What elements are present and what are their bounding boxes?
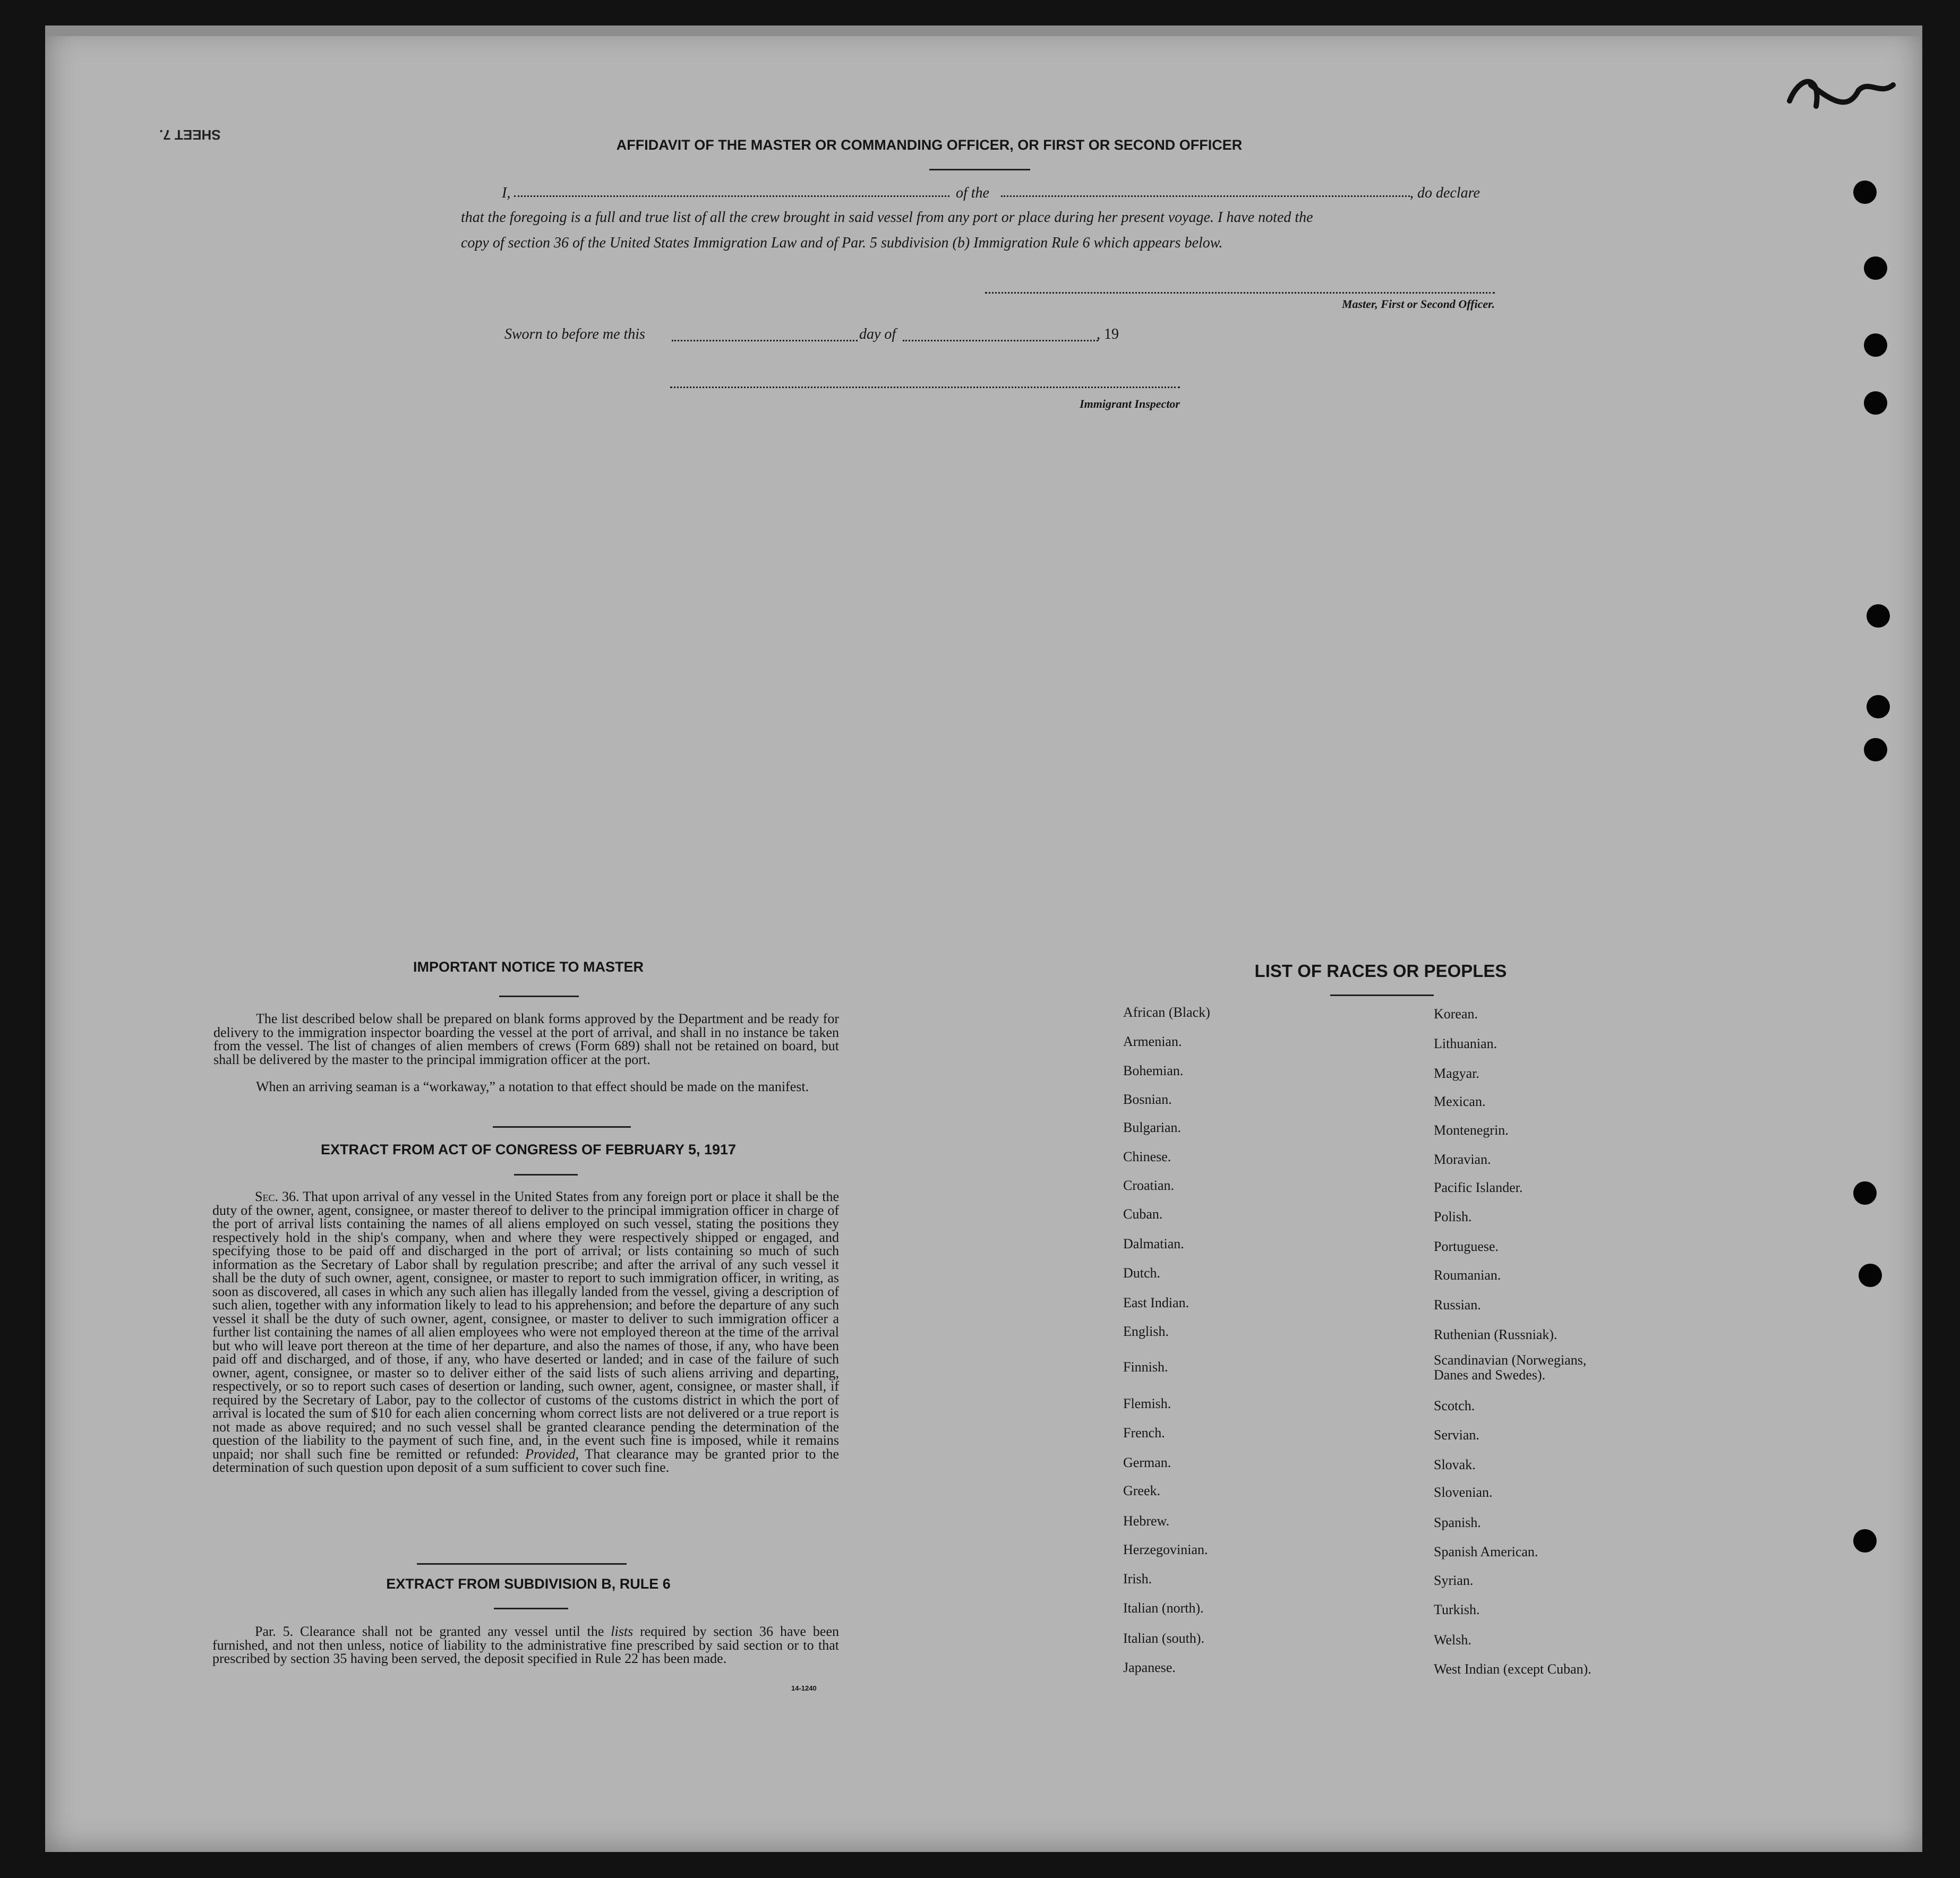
- signature-label: Master, First or Second Officer.: [1341, 297, 1495, 311]
- race-right-item: Mexican.: [1434, 1094, 1486, 1109]
- race-left-item: Croatian.: [1123, 1178, 1175, 1193]
- sworn-year: , 19: [1097, 326, 1119, 342]
- signature-line[interactable]: [985, 292, 1495, 294]
- notice-divider: [499, 996, 579, 997]
- par5-start: Par. 5. Clearance shall not be granted any vessel until the: [255, 1624, 604, 1639]
- par5-end: required by section 36 have been furnished, and not then unless, notice of liability to the administrative fine prescribed by said section or to that prescribed by section 35 having been served, the deposit specified in Rule 22 has been made.: [212, 1624, 839, 1666]
- race-right-item: Servian.: [1434, 1427, 1479, 1443]
- race-left-item: Bosnian.: [1123, 1092, 1172, 1107]
- notice-paragraph-2: When an arriving seaman is a “workaway,” a notation to that effect should be made on the manifest.: [256, 1079, 809, 1094]
- section-36-label: Sec. 36.: [255, 1189, 299, 1204]
- race-right-item: Korean.: [1434, 1006, 1478, 1022]
- race-right-item: Polish.: [1434, 1209, 1472, 1224]
- race-left-item: Italian (north).: [1123, 1600, 1204, 1616]
- affidavit-of-the: of the: [956, 185, 989, 201]
- race-right-item: Slovenian.: [1434, 1485, 1493, 1500]
- race-left-item: Bohemian.: [1123, 1063, 1184, 1078]
- binder-hole: [1864, 391, 1887, 415]
- race-right-item: Scandinavian (Norwegians, Danes and Swedes).: [1434, 1352, 1587, 1383]
- sworn-day-of: day of: [859, 326, 896, 342]
- rule-extract-divider: [494, 1608, 568, 1609]
- races-divider: [1330, 994, 1434, 996]
- race-left-item: German.: [1123, 1455, 1171, 1470]
- race-right-item: Magyar.: [1434, 1066, 1479, 1081]
- binder-hole: [1853, 1181, 1877, 1205]
- binder-hole: [1853, 181, 1877, 204]
- race-right-item: Roumanian.: [1434, 1267, 1501, 1283]
- vessel-name-field[interactable]: [1001, 195, 1410, 197]
- top-edge-shadow: [45, 25, 1922, 36]
- race-left-item: Flemish.: [1123, 1396, 1171, 1411]
- race-left-item: Hebrew.: [1123, 1513, 1170, 1529]
- section-36-text: [212, 1190, 839, 1474]
- race-left-item: French.: [1123, 1425, 1165, 1440]
- section-divider: [493, 1126, 631, 1128]
- title-divider: [929, 169, 1030, 170]
- affidavit-i: I,: [502, 185, 511, 201]
- affidavit-title: AFFIDAVIT OF THE MASTER OR COMMANDING OFFICER, OR FIRST OR SECOND OFFICER: [616, 137, 1243, 153]
- sworn-month-field[interactable]: [903, 340, 1098, 341]
- race-right-item: Ruthenian (Russniak).: [1434, 1327, 1557, 1342]
- inspector-signature-line[interactable]: [670, 387, 1180, 388]
- section-36-body: That upon arrival of any vessel in the United States from any foreign port or place it shall be the duty of the owner, agent, consignee, or master thereof to deliver to the principal immigration officer in charge of the port of arrival lists containing the names of all aliens employed on such vessel, stating the positions they respectively hold in the ship's company, when and where they were respectively shipped or engaged, and specifying those to be paid off and discharged in the port of arrival; or lists containing so much of such information as the Secretary of Labor shall by regulation prescribe; and after the arrival of any such vessel it shall be the duty of such owner, agent, consignee, or master to report to such immigration officer, in writing, as soon as discovered, all cases in which any such alien has illegally landed from the vessel, giving a description of such alien, together with any information likely to lead to his apprehension; and before the departure of any such vessel it shall be the duty of such owner, agent, consignee, or master to deliver to such immigration officer a further list containing the names of all alien employees who were not employed thereon at the time of the arrival but who will leave port thereon at the time of her departure, and also the names of those, if any, who have been paid off and discharged, and of those, if any, who have deserted or landed; and in case of the failure of such owner, agent, consignee, or master so to deliver either of the said lists of such aliens arriving and departing, respectively, or so to report such cases of desertion or landing, such owner, agent, consignee, or master shall, if required by the Secretary of Labor, pay to the collector of customs of the customs district in which the port of arrival is located the sum of $10 for each alien concerning whom correct lists are not delivered or a true report is not made as above required; and no such vessel shall be granted clearance pending the determination of the question of the liability to the payment of such fine, and, in the event such fine is imposed, while it remains unpaid; nor shall such fine be remitted or refunded:: [212, 1189, 840, 1462]
- binder-hole: [1864, 333, 1887, 357]
- race-left-item: Cuban.: [1123, 1206, 1163, 1222]
- act-extract-title: EXTRACT FROM ACT OF CONGRESS OF FEBRUARY 5, 1917: [320, 1142, 737, 1157]
- race-left-item: Irish.: [1123, 1571, 1152, 1587]
- races-title: LIST OF RACES OR PEOPLES: [1254, 961, 1507, 981]
- race-left-item: Bulgarian.: [1123, 1120, 1182, 1135]
- race-right-item: Moravian.: [1434, 1152, 1491, 1167]
- race-left-item: Japanese.: [1123, 1660, 1176, 1675]
- race-right-item: Syrian.: [1434, 1573, 1474, 1588]
- race-right-item: Turkish.: [1434, 1602, 1480, 1617]
- race-right-item: Welsh.: [1434, 1632, 1471, 1648]
- sworn-prefix: Sworn to before me this: [504, 326, 645, 342]
- race-left-item: English.: [1123, 1324, 1169, 1339]
- race-left-item: Dalmatian.: [1123, 1236, 1184, 1251]
- binder-hole: [1864, 738, 1887, 761]
- race-left-item: Chinese.: [1123, 1149, 1171, 1164]
- race-right-item: West Indian (except Cuban).: [1434, 1661, 1591, 1677]
- binder-hole: [1853, 1529, 1877, 1553]
- race-right-item: Scotch.: [1434, 1398, 1475, 1413]
- rule-divider: [417, 1563, 627, 1565]
- rule-extract-title: EXTRACT FROM SUBDIVISION B, RULE 6: [386, 1576, 671, 1592]
- notice-paragraph-1: The list described below shall be prepared on blank forms approved by the Department and be ready for delivery to the immigration inspector boarding the vessel at the port of arrival, and shall in no instance be taken from the vessel. The list of changes of alien members of crews (Form 689) shall not be retained on board, but shall be delivered by the master to the principal immigration officer at the port.: [213, 1011, 839, 1067]
- form-number: 14-1240: [791, 1684, 817, 1692]
- affidavit-do-declare: , do declare: [1410, 185, 1480, 201]
- handwritten-mark-icon: [1779, 64, 1901, 127]
- race-left-item: Herzegovinian.: [1123, 1542, 1208, 1557]
- paragraph-5-text: [212, 1625, 839, 1666]
- race-left-item: Italian (south).: [1123, 1631, 1205, 1646]
- section-36-end: That clearance may be granted prior to the determination of such question upon deposit of a sum sufficient to cover such fine.: [212, 1446, 839, 1475]
- race-left-item: Armenian.: [1123, 1034, 1182, 1049]
- race-right-item: Spanish.: [1434, 1515, 1481, 1530]
- race-left-item: Finnish.: [1123, 1359, 1168, 1375]
- binder-hole: [1867, 695, 1890, 718]
- race-right-item: Lithuanian.: [1434, 1036, 1497, 1051]
- binder-hole: [1864, 256, 1887, 280]
- race-right-item: Pacific Islander.: [1434, 1180, 1523, 1195]
- binder-hole: [1859, 1264, 1882, 1287]
- lists-word: lists: [611, 1624, 634, 1639]
- race-left-item: African (Black): [1123, 1005, 1210, 1020]
- race-right-item: Portuguese.: [1434, 1239, 1499, 1254]
- act-divider: [514, 1174, 578, 1176]
- race-right-item: Russian.: [1434, 1297, 1481, 1313]
- provided-word: Provided,: [525, 1446, 579, 1462]
- notice-title: IMPORTANT NOTICE TO MASTER: [413, 959, 644, 975]
- race-right-item: Slovak.: [1434, 1457, 1476, 1472]
- inspector-label: Immigrant Inspector: [1080, 397, 1180, 410]
- race-left-item: Greek.: [1123, 1483, 1161, 1498]
- affidavit-line-3: copy of section 36 of the United States Immigration Law and of Par. 5 subdivision (b) Immigration Rule 6 which appears below.: [461, 235, 1223, 251]
- master-name-field[interactable]: [514, 195, 949, 197]
- sheet-mark: SHEET 7.: [159, 127, 221, 143]
- race-right-item: Spanish American.: [1434, 1544, 1538, 1559]
- affidavit-line-2: that the foregoing is a full and true list of all the crew brought in said vessel from any port or place during her present voyage. I have noted the: [461, 209, 1313, 226]
- binder-hole: [1867, 604, 1890, 628]
- race-right-item: Montenegrin.: [1434, 1122, 1509, 1138]
- race-left-item: East Indian.: [1123, 1295, 1189, 1310]
- race-left-item: Dutch.: [1123, 1265, 1161, 1281]
- sworn-date-field[interactable]: [672, 340, 858, 341]
